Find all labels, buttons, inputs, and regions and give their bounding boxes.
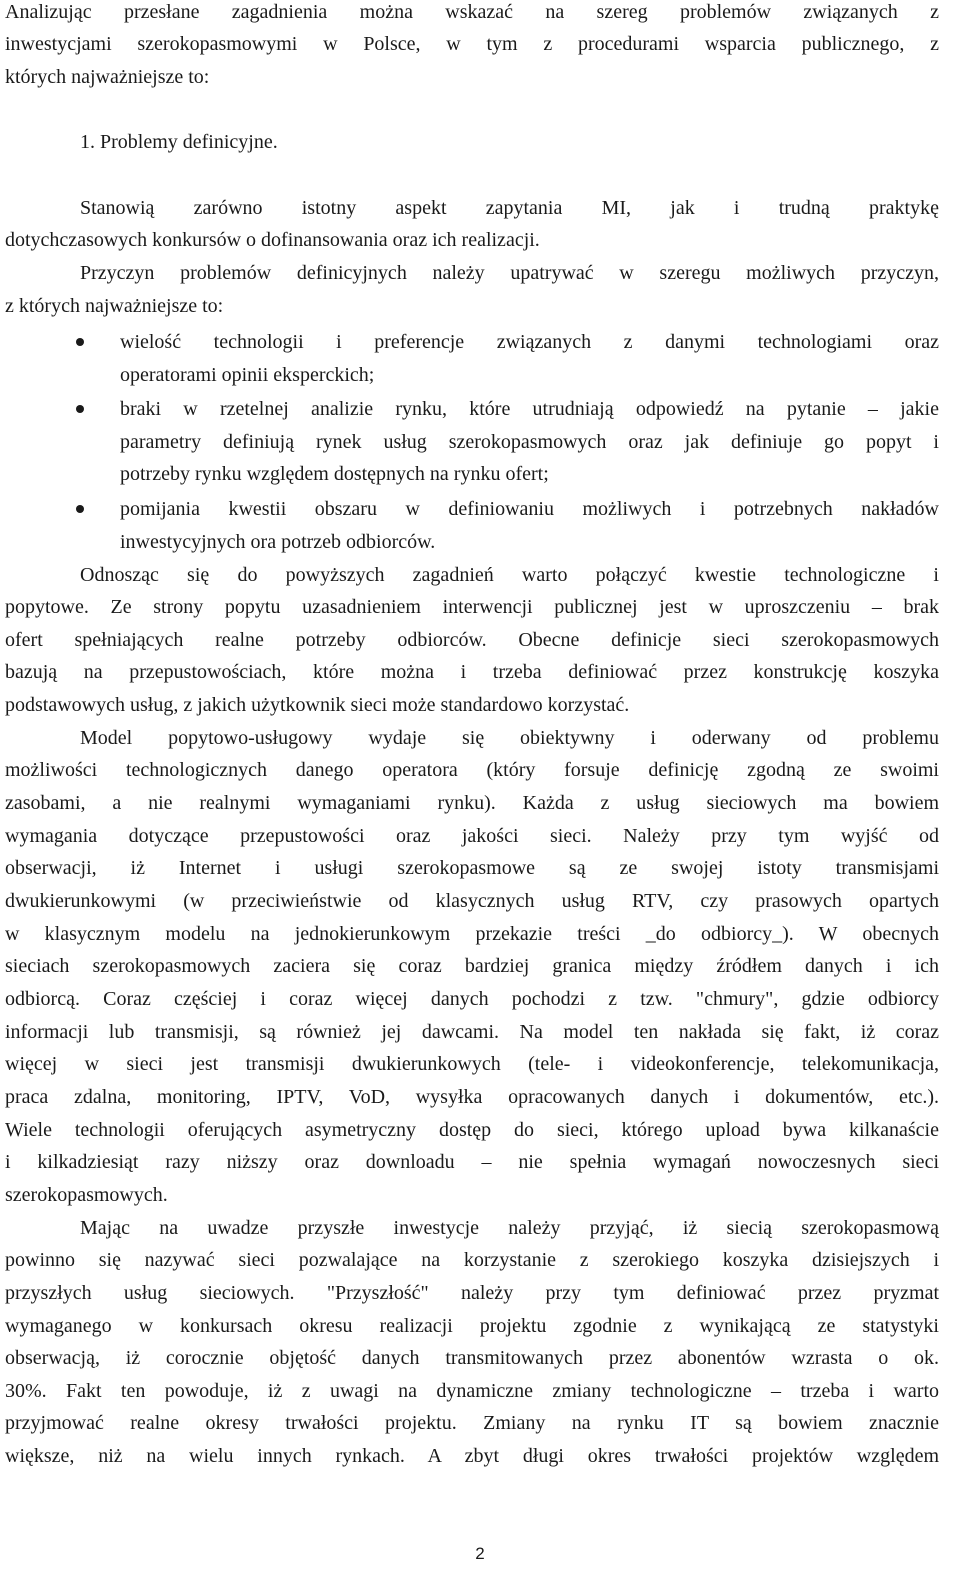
bullet-dot-icon	[76, 505, 84, 513]
paragraph-line: z których najważniejsze to:	[5, 295, 224, 317]
page-number: 2	[475, 1544, 485, 1563]
paragraph-line: większe, niż na wielu innych rynkach. A zbyt długi okres trwałości projektów względem	[5, 1445, 939, 1467]
paragraph-line: Przyczyn problemów definicyjnych należy upatrywać w szeregu możliwych przyczyn,	[80, 262, 939, 284]
intro-line: Analizując przesłane zagadnienia można wskazać na szereg problemów związanych z	[5, 1, 939, 23]
paragraph-line: Mając na uwadze przyszłe inwestycje należy przyjąć, iż siecią szerokopasmową	[80, 1217, 939, 1239]
bullet-dot-icon	[76, 338, 84, 346]
paragraph-line: przyjmować realne okresy trwałości projektu. Zmiany na rynku IT są bowiem znacznie	[5, 1412, 939, 1434]
paragraph-line: dwukierunkowymi (w przeciwieństwie od klasycznych usług RTV, czy prasowych opartych	[5, 890, 939, 912]
paragraph-line: Wiele technologii oferujących asymetryczny dostęp do sieci, którego upload bywa kilkanaście	[5, 1119, 939, 1141]
paragraph-line: wymaganego w konkursach okresu realizacji projektu zgodnie z wynikającą ze statystyki	[5, 1315, 939, 1337]
paragraph-line: powinno się nazywać sieci pozwalające na korzystanie z szerokiego koszyka dzisiejszych i	[5, 1249, 939, 1271]
paragraph-line: dotychczasowych konkursów o dofinansowania oraz ich realizacji.	[5, 229, 540, 251]
paragraph-line: obserwacji, iż Internet i usługi szerokopasmowe są ze swojej istoty transmisjami	[5, 857, 939, 879]
paragraph-line: podstawowych usług, z jakich użytkownik sieci może standardowo korzystać.	[5, 694, 630, 716]
paragraph-line: Stanowią zarówno istotny aspekt zapytania MI, jak i trudną praktykę	[80, 197, 939, 219]
bullet-line: inwestycyjnych ora potrzeb odbiorców.	[120, 531, 436, 553]
intro-line: inwestycjami szerokopasmowymi w Polsce, w tym z procedurami wsparcia publicznego, z	[5, 33, 939, 55]
paragraph-line: w klasycznym modelu na jednokierunkowym przekazie treści _do odbiorcy_). W obecnych	[5, 923, 939, 945]
paragraph-line: szerokopasmowych.	[5, 1184, 168, 1206]
bullet-line: pomijania kwestii obszaru w definiowaniu możliwych i potrzebnych nakładów	[120, 498, 939, 520]
paragraph-line: bazują na przepustowościach, które można i trzeba definiować przez konstrukcję koszyka	[5, 661, 939, 683]
bullet-line: potrzeby rynku względem dostępnych na rynku ofert;	[120, 463, 549, 485]
intro-line: których najważniejsze to:	[5, 66, 210, 88]
section-heading: 1. Problemy definicyjne.	[80, 131, 278, 153]
paragraph-line: i kilkadziesiąt razy niższy oraz downloadu – nie spełnia wymagań nowoczesnych sieci	[5, 1151, 939, 1173]
paragraph-line: Model popytowo-usługowy wydaje się obiektywny i oderwany od problemu	[80, 727, 939, 749]
paragraph-line: sieciach szerokopasmowych zaciera się coraz bardziej granica między źródłem danych i ich	[5, 955, 939, 977]
bullet-line: braki w rzetelnej analizie rynku, które utrudniają odpowiedź na pytanie – jakie	[120, 398, 939, 420]
paragraph-line: więcej w sieci jest transmisji dwukierunkowych (tele- i videokonferencje, telekomunikacja,	[5, 1053, 939, 1075]
paragraph-line: Odnosząc się do powyższych zagadnień warto połączyć kwestie technologiczne i	[80, 564, 939, 586]
bullet-line: operatorami opinii eksperckich;	[120, 364, 375, 386]
paragraph-line: 30%. Fakt ten powoduje, iż z uwagi na dynamiczne zmiany technologiczne – trzeba i warto	[5, 1380, 939, 1402]
bullet-line: parametry definiują rynek usług szerokopasmowych oraz jak definiuje go popyt i	[120, 431, 939, 453]
paragraph-line: obserwacją, iż corocznie objętość danych transmitowanych przez abonentów wzrasta o ok.	[5, 1347, 939, 1369]
paragraph-line: wymagania dotyczące przepustowości oraz jakości sieci. Należy przy tym wyjść od	[5, 825, 939, 847]
paragraph-line: zasobami, a nie realnymi wymaganiami rynku). Każda z usług sieciowych ma bowiem	[5, 792, 939, 814]
bullet-line: wielość technologii i preferencje związanych z danymi technologiami oraz	[120, 331, 939, 353]
paragraph-line: przyszłych usług sieciowych. "Przyszłość" należy przy tym definiować przez pryzmat	[5, 1282, 939, 1304]
bullet-dot-icon	[76, 405, 84, 413]
paragraph-line: odbiorcą. Coraz częściej i coraz więcej danych pochodzi z tzw. "chmury", gdzie odbiorcy	[5, 988, 939, 1010]
paragraph-line: możliwości technologicznych danego operatora (który forsuje definicję zgodną ze swoimi	[5, 759, 939, 781]
paragraph-line: praca zdalna, monitoring, IPTV, VoD, wysyłka opracowanych danych i dokumentów, etc.).	[5, 1086, 939, 1108]
paragraph-line: informacji lub transmisji, są również jej dawcami. Na model ten nakłada się fakt, iż coraz	[5, 1021, 939, 1043]
paragraph-line: popytowe. Ze strony popytu uzasadnieniem interwencji publicznej jest w uproszczeniu – brak	[5, 596, 939, 618]
paragraph-line: ofert spełniających realne potrzeby odbiorców. Obecne definicje sieci szerokopasmowych	[5, 629, 939, 651]
